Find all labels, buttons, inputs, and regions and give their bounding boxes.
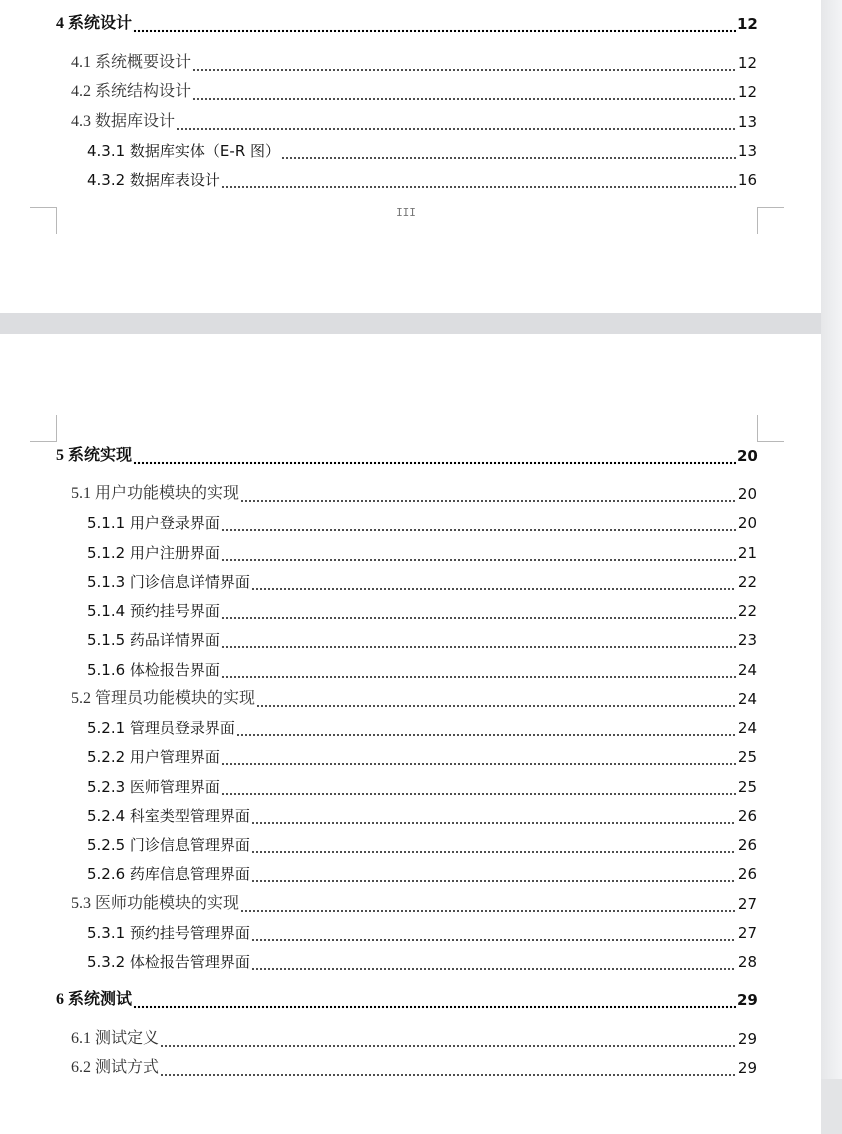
toc-entry-label: 5.2.5 门诊信息管理界面 xyxy=(87,836,250,854)
dot-leader xyxy=(221,543,736,563)
dot-leader xyxy=(221,777,736,797)
toc-entry-page: 12 xyxy=(737,83,757,101)
dot-leader xyxy=(133,990,736,1010)
toc-entry-label: 5.2.3 医师管理界面 xyxy=(87,778,220,796)
vertical-scroll-area[interactable] xyxy=(821,0,842,1079)
toc-entry-label: 5.3.1 预约挂号管理界面 xyxy=(87,924,250,942)
toc-entry-label: 4.3 数据库设计 xyxy=(71,113,176,130)
dot-leader xyxy=(281,141,736,161)
toc-entry-page: 20 xyxy=(737,447,758,465)
toc-entry[interactable] xyxy=(0,716,757,738)
page-number: III xyxy=(396,206,416,219)
toc-entry-label: 5.1.1 用户登录界面 xyxy=(87,514,220,532)
toc-entry[interactable] xyxy=(0,628,757,650)
toc-entry[interactable] xyxy=(0,833,757,855)
toc-entry[interactable] xyxy=(0,570,757,592)
toc-entry-page: 24 xyxy=(737,661,757,679)
dot-leader xyxy=(221,630,736,650)
toc-entry-page: 24 xyxy=(737,719,757,737)
toc-entry-label: 5.1.2 用户注册界面 xyxy=(87,544,220,562)
toc-entry-page: 26 xyxy=(737,836,757,854)
toc-entry-label: 5.2 管理员功能模块的实现 xyxy=(71,690,256,707)
toc-entry[interactable] xyxy=(0,80,757,102)
dot-leader xyxy=(160,1058,736,1078)
toc-entry[interactable] xyxy=(0,482,757,504)
toc-entry-page: 24 xyxy=(737,690,757,708)
toc-entry-label: 5.3.2 体检报告管理界面 xyxy=(87,953,250,971)
toc-entry-label: 5.2.2 用户管理界面 xyxy=(87,748,220,766)
toc-entry-page: 20 xyxy=(737,514,757,532)
toc-entry-label: 5.2.1 管理员登录界面 xyxy=(87,719,235,737)
toc-entry[interactable] xyxy=(0,168,757,190)
toc-entry-label: 5 系统实现 xyxy=(56,447,133,464)
dot-leader xyxy=(221,747,736,767)
toc-entry-page: 16 xyxy=(737,171,757,189)
toc-entry-label: 5.1.4 预约挂号界面 xyxy=(87,602,220,620)
margin-corner-mark xyxy=(757,415,784,442)
toc-entry-page: 27 xyxy=(737,895,757,913)
toc-entry-page: 21 xyxy=(737,544,757,562)
dot-leader xyxy=(192,82,736,102)
dot-leader xyxy=(251,572,736,592)
dot-leader xyxy=(251,835,736,855)
toc-entry-page: 25 xyxy=(737,748,757,766)
toc-entry-label: 5.1.5 药品详情界面 xyxy=(87,631,220,649)
toc-entry-label: 4 系统设计 xyxy=(56,15,133,32)
dot-leader xyxy=(251,864,736,884)
page-gap xyxy=(0,313,821,334)
toc-entry-page: 22 xyxy=(737,573,757,591)
dot-leader xyxy=(256,689,736,709)
toc-entry-label: 5.1.6 体检报告界面 xyxy=(87,661,220,679)
toc-entry[interactable] xyxy=(0,444,757,466)
toc-entry-label: 4.3.2 数据库表设计 xyxy=(87,171,220,189)
toc-entry[interactable] xyxy=(0,988,757,1010)
toc-entry-label: 5.3 医师功能模块的实现 xyxy=(71,895,240,912)
dot-leader xyxy=(221,513,736,533)
toc-entry[interactable] xyxy=(0,745,757,767)
toc-entry-page: 29 xyxy=(737,1030,757,1048)
toc-entry[interactable] xyxy=(0,775,757,797)
margin-corner-mark xyxy=(757,207,784,234)
toc-entry-page: 12 xyxy=(737,54,757,72)
dot-leader xyxy=(251,952,736,972)
document-page-1 xyxy=(0,0,821,313)
toc-entry-page: 29 xyxy=(737,1059,757,1077)
toc-entry[interactable] xyxy=(0,541,757,563)
toc-entry-page: 12 xyxy=(737,15,758,33)
dot-leader xyxy=(251,923,736,943)
toc-entry-label: 5.2.6 药库信息管理界面 xyxy=(87,865,250,883)
dot-leader xyxy=(133,14,736,34)
toc-entry-page: 27 xyxy=(737,924,757,942)
toc-entry-page: 26 xyxy=(737,807,757,825)
toc-entry-page: 23 xyxy=(737,631,757,649)
dot-leader xyxy=(176,112,736,132)
toc-entry-page: 20 xyxy=(737,485,757,503)
dot-leader xyxy=(192,53,736,73)
margin-corner-mark xyxy=(30,415,57,442)
toc-entry[interactable] xyxy=(0,862,757,884)
dot-leader xyxy=(240,484,736,504)
dot-leader xyxy=(160,1029,736,1049)
toc-entry[interactable] xyxy=(0,511,757,533)
toc-entry[interactable] xyxy=(0,1027,757,1049)
dot-leader xyxy=(221,170,736,190)
dot-leader xyxy=(221,660,736,680)
toc-entry[interactable] xyxy=(0,599,757,621)
toc-entry[interactable] xyxy=(0,804,757,826)
dot-leader xyxy=(133,446,736,466)
toc-entry-page: 13 xyxy=(737,113,757,131)
dot-leader xyxy=(221,601,736,621)
toc-entry-page: 13 xyxy=(737,142,757,160)
toc-entry[interactable] xyxy=(0,1056,757,1078)
toc-entry-label: 4.1 系统概要设计 xyxy=(71,54,192,71)
toc-entry[interactable] xyxy=(0,658,757,680)
dot-leader xyxy=(251,806,736,826)
toc-entry-label: 4.3.1 数据库实体（E-R 图） xyxy=(87,142,281,160)
toc-entry-label: 6 系统测试 xyxy=(56,991,133,1008)
toc-entry-page: 25 xyxy=(737,778,757,796)
toc-entry-label: 5.2.4 科室类型管理界面 xyxy=(87,807,250,825)
toc-entry[interactable] xyxy=(0,892,757,914)
margin-corner-mark xyxy=(30,207,57,234)
toc-entry[interactable] xyxy=(0,110,757,132)
toc-entry-label: 5.1.3 门诊信息详情界面 xyxy=(87,573,250,591)
toc-entry[interactable] xyxy=(0,687,757,709)
toc-entry-label: 6.1 测试定义 xyxy=(71,1030,160,1047)
toc-entry-page: 22 xyxy=(737,602,757,620)
toc-entry-page: 29 xyxy=(737,991,758,1009)
toc-entry-page: 28 xyxy=(737,953,757,971)
toc-entry[interactable] xyxy=(0,139,757,161)
toc-entry-page: 26 xyxy=(737,865,757,883)
document-page-2 xyxy=(0,334,821,1134)
toc-entry[interactable] xyxy=(0,12,757,34)
toc-entry[interactable] xyxy=(0,51,757,73)
toc-entry[interactable] xyxy=(0,921,757,943)
toc-entry-label: 4.2 系统结构设计 xyxy=(71,83,192,100)
toc-entry-label: 6.2 测试方式 xyxy=(71,1059,160,1076)
toc-entry-label: 5.1 用户功能模块的实现 xyxy=(71,485,240,502)
dot-leader xyxy=(236,718,736,738)
toc-entry[interactable] xyxy=(0,950,757,972)
dot-leader xyxy=(240,894,736,914)
